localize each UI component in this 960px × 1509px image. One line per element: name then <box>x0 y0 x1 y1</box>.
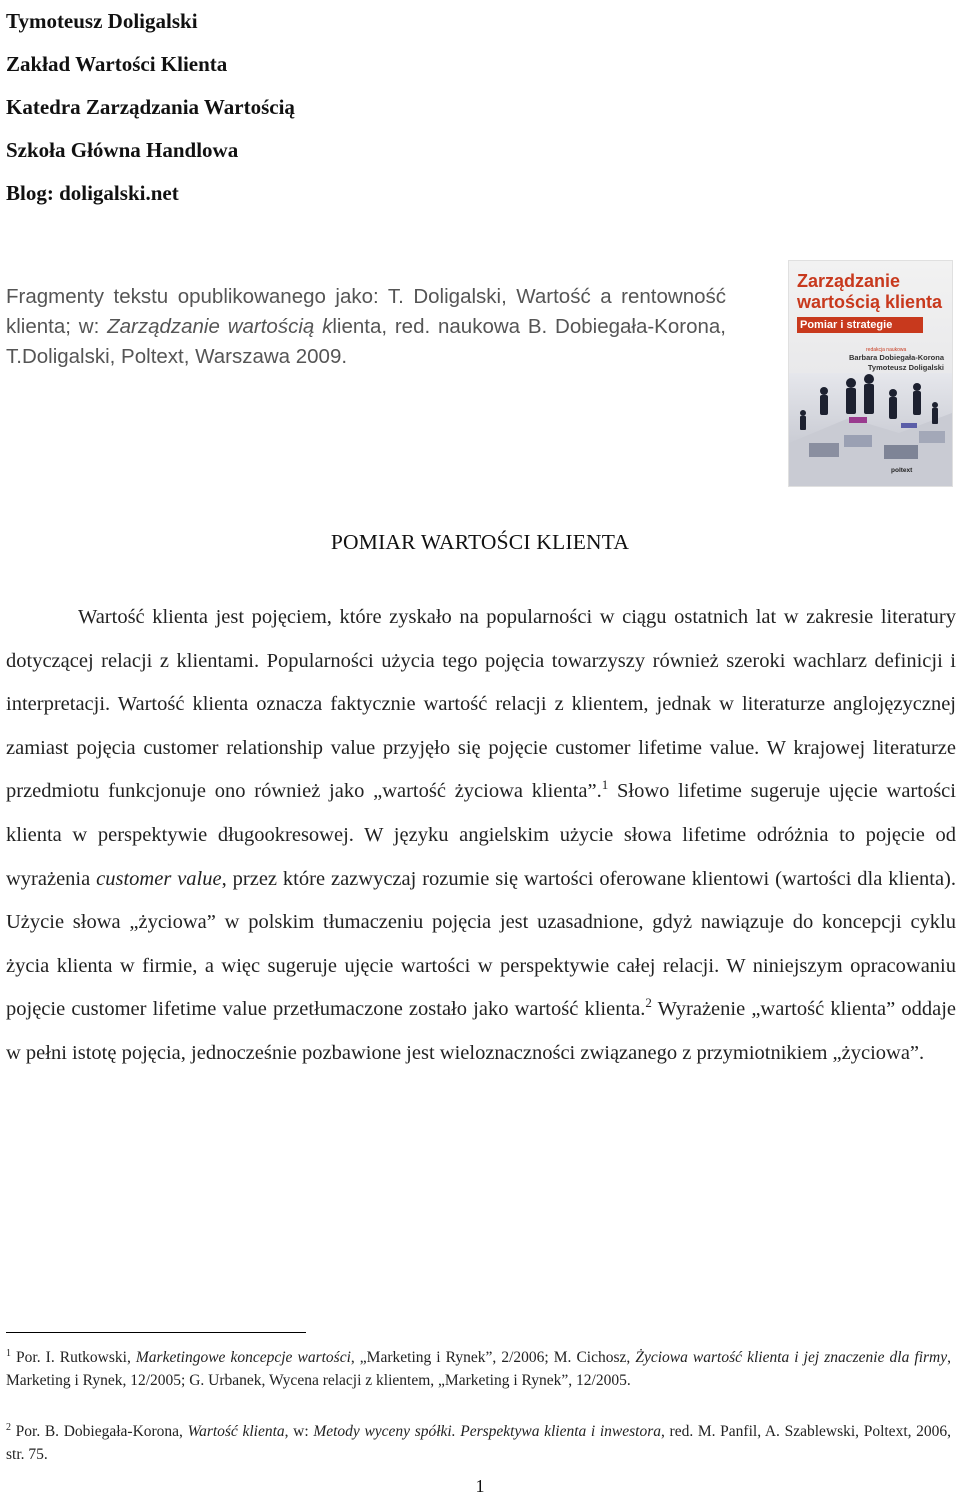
footnote-2 <box>6 1420 951 1466</box>
author-name: Tymoteusz Doligalski <box>6 9 198 33</box>
footnote-divider <box>6 1332 306 1333</box>
cover-authors <box>849 353 944 373</box>
publication-note-part2: lienta, red. naukowa B. Dobiegała-Korona, T.Doligalski, Poltext, Warszawa 2009. <box>6 315 726 368</box>
publication-note-part1: Fragmenty tekstu opublikowanego jako: T. Doligalski, Wartość a rentowność klienta; w: <box>6 285 726 338</box>
footnote-2-text-c: , red. M. Panfil, A. Szablewski, Poltext, 2006, str. 75. <box>6 1423 952 1463</box>
cover-author-2: Tymoteusz Doligalski <box>867 363 945 372</box>
cover-illustration <box>789 373 952 486</box>
author-header <box>6 0 295 215</box>
footnote-ref-1[interactable]: 1 <box>601 777 609 793</box>
page-number: 1 <box>475 1476 485 1496</box>
book-cover-image <box>788 260 953 487</box>
cover-title: Zarządzanie wartością klienta <box>797 271 943 312</box>
footnote-1-italic-a: Marketingowe koncepcje wartości <box>135 1349 351 1366</box>
footnote-1-text-c: , Marketing i Rynek, 12/2005; G. Urbanek, Wycena relacji z klientem, „Marketing i Rynek”, 12/2005. <box>6 1349 951 1389</box>
footnote-ref-2[interactable]: 2 <box>645 995 652 1011</box>
footnote-1 <box>6 1346 951 1392</box>
cover-publisher-logo: poltext <box>891 467 913 474</box>
author-chair: Katedra Zarządzania Wartością <box>6 95 295 119</box>
cover-subtitle: Pomiar i strategie <box>797 317 923 333</box>
publication-note <box>6 282 726 372</box>
cover-author-1: Barbara Dobiegała-Korona <box>849 353 945 362</box>
text-segment-d: , przez które zazwyczaj rozumie się wartości oferowane klientowi (wartości dla klienta). Użycie słowa „życiowa” w polskim tłumaczeniu pojęcia jest uzasadnione, gdyż nawiązuje do koncepcji cyklu życia klienta w firmie, a więc sugeruje ujęcie wartości w perspektywie całej relacji. W niniejszym opracowaniu pojęcie customer lifetime value przetłumaczone zostało jako wartość klienta. <box>6 867 957 1021</box>
cover-edition: redakcja naukowa <box>866 347 907 353</box>
text-segment-italic: customer value <box>96 867 222 890</box>
footnote-1-number: 1 <box>6 1347 11 1359</box>
footnote-1-italic-b: Życiowa wartość klienta i jej znaczenie dla firmy <box>635 1349 948 1366</box>
section-heading: POMIAR WARTOŚCI KLIENTA <box>330 530 630 554</box>
footnote-2-text-a: Por. B. Dobiegała-Korona, <box>11 1423 188 1440</box>
footnote-1-text-b: , „Marketing i Rynek”, 2/2006; M. Cichosz, <box>350 1349 636 1366</box>
text-segment-a: Wartość klienta jest pojęciem, które zyskało na popularności w ciągu ostatnich lat w zakresie literatury dotyczącej relacji z klientami. Popularności użycia tego pojęcia towarzyszy również szeroki wachlarz definicji i interpretacji. Wartość klienta oznacza faktycznie wartość relacji z klientem, jednak w literaturze anglojęzycznej zamiast pojęcia customer relationship value przyjęło się pojęcie customer lifetime value. W krajowej literaturze przedmiotu funkcjonuje ono również jako „wartość życiowa klienta”. <box>6 606 956 803</box>
main-text <box>6 596 956 1076</box>
footnote-2-italic-b: Metody wyceny spółki. Perspektywa klienta i inwestora <box>313 1423 662 1440</box>
author-school: Szkoła Główna Handlowa <box>6 138 239 162</box>
publication-note-title: Zarządzanie wartością k <box>107 315 333 338</box>
footnote-2-italic-a: Wartość klienta <box>187 1423 285 1440</box>
text-segment-b: Słowo lifetime sugeruje ujęcie wartości klienta w perspektywie długookresowej. W języku angielskim użycie słowa lifetime odróżnia to pojęcie od wyrażenia <box>6 780 956 890</box>
author-blog: Blog: doligalski.net <box>6 181 179 205</box>
footnote-2-text-b: , w: <box>284 1423 314 1440</box>
footnote-2-number: 2 <box>6 1421 11 1433</box>
text-segment-e: Wyrażenie „wartość klienta” oddaje w pełni istotę pojęcia, jednocześnie pozbawione jest wieloznaczności związanego z przymiotnikiem „życiowa”. <box>6 998 956 1064</box>
author-department: Zakład Wartości Klienta <box>6 52 228 76</box>
main-paragraph <box>6 596 956 1076</box>
footnote-1-text-a: Por. I. Rutkowski, <box>11 1349 136 1366</box>
